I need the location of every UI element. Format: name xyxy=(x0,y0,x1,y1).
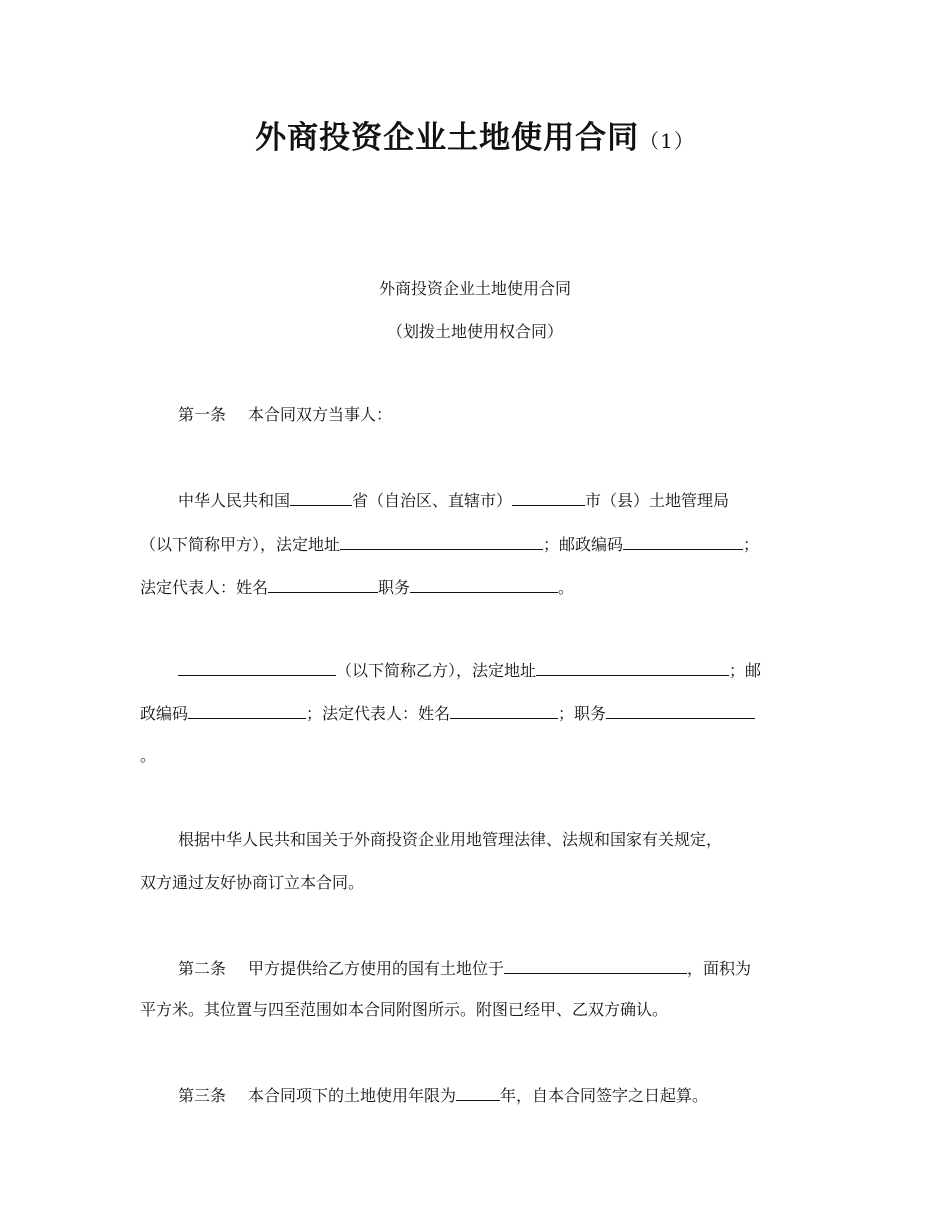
party-a-address-blank[interactable] xyxy=(340,534,543,550)
article-1-label: 第一条 xyxy=(178,405,227,424)
article-1-text: 本合同双方当事人： xyxy=(248,405,393,424)
party-a-text: 职务 xyxy=(378,578,411,597)
article-3-text: 本合同项下的土地使用年限为 xyxy=(248,1086,457,1105)
party-b-line-2 xyxy=(140,703,755,724)
article-3 xyxy=(178,1085,708,1106)
article-1 xyxy=(178,405,392,425)
article-3-text: 年，自本合同签字之日起算。 xyxy=(500,1086,709,1105)
article-2-line-1 xyxy=(178,958,751,979)
article-3-label: 第三条 xyxy=(178,1086,227,1105)
party-a-text: 市（县）土地管理局 xyxy=(585,491,730,510)
party-a-text: 中华人民共和国 xyxy=(178,491,291,510)
party-a-text: 法定代表人：姓名 xyxy=(140,578,269,597)
party-a-text: ；邮政编码 xyxy=(543,535,624,554)
party-b-line-1 xyxy=(178,660,761,681)
city-blank[interactable] xyxy=(512,490,585,506)
party-b-rep-name-blank[interactable] xyxy=(450,703,558,719)
party-a-text: （以下简称甲方），法定地址 xyxy=(140,535,341,554)
party-a-name-blank[interactable] xyxy=(268,577,378,593)
party-b-text: 政编码 xyxy=(140,704,189,723)
party-b-address-blank[interactable] xyxy=(536,660,729,676)
party-b-postcode-blank[interactable] xyxy=(188,703,306,719)
title-main: 外商投资企业土地使用合同 xyxy=(255,120,640,156)
party-a-title-blank[interactable] xyxy=(410,577,558,593)
years-blank[interactable] xyxy=(456,1085,500,1101)
party-b-text: ；职务 xyxy=(558,704,607,723)
party-a-line-2 xyxy=(140,534,759,555)
party-a-text: 。 xyxy=(558,578,575,597)
party-b-text: ；法定代表人：姓名 xyxy=(306,704,451,723)
party-a-line-3 xyxy=(140,577,574,598)
party-b-text: ；邮 xyxy=(729,661,762,680)
basis-line-2: 双方通过友好协商订立本合同。 xyxy=(140,873,365,892)
party-b-name-blank[interactable] xyxy=(178,660,336,676)
basis-line-1: 根据中华人民共和国关于外商投资企业用地管理法律、法规和国家有关规定， xyxy=(178,830,723,849)
party-b-title-blank[interactable] xyxy=(606,703,755,719)
party-a-text: 省（自治区、直辖市） xyxy=(352,491,513,510)
contract-heading: 外商投资企业土地使用合同 xyxy=(378,279,571,298)
article-2-text: ，面积为 xyxy=(687,959,752,978)
party-b-line-3 xyxy=(140,746,156,766)
party-a-postcode-blank[interactable] xyxy=(623,534,743,550)
article-2-label: 第二条 xyxy=(178,959,227,978)
title-suffix: （1） xyxy=(639,129,695,153)
party-b-text: 。 xyxy=(140,746,157,765)
party-b-text: （以下简称乙方），法定地址 xyxy=(336,661,537,680)
land-location-blank[interactable] xyxy=(504,958,687,974)
article-2-line-2: 平方米。其位置与四至范围如本合同附图所示。附图已经甲、乙双方确认。 xyxy=(140,1000,669,1019)
party-a-text: ； xyxy=(743,535,760,554)
party-a-line-1 xyxy=(178,490,729,511)
article-2-text: 甲方提供给乙方使用的国有土地位于 xyxy=(248,959,505,978)
document-title xyxy=(0,112,950,157)
province-blank[interactable] xyxy=(290,490,352,506)
contract-subheading: （划拨土地使用权合同） xyxy=(386,322,563,341)
